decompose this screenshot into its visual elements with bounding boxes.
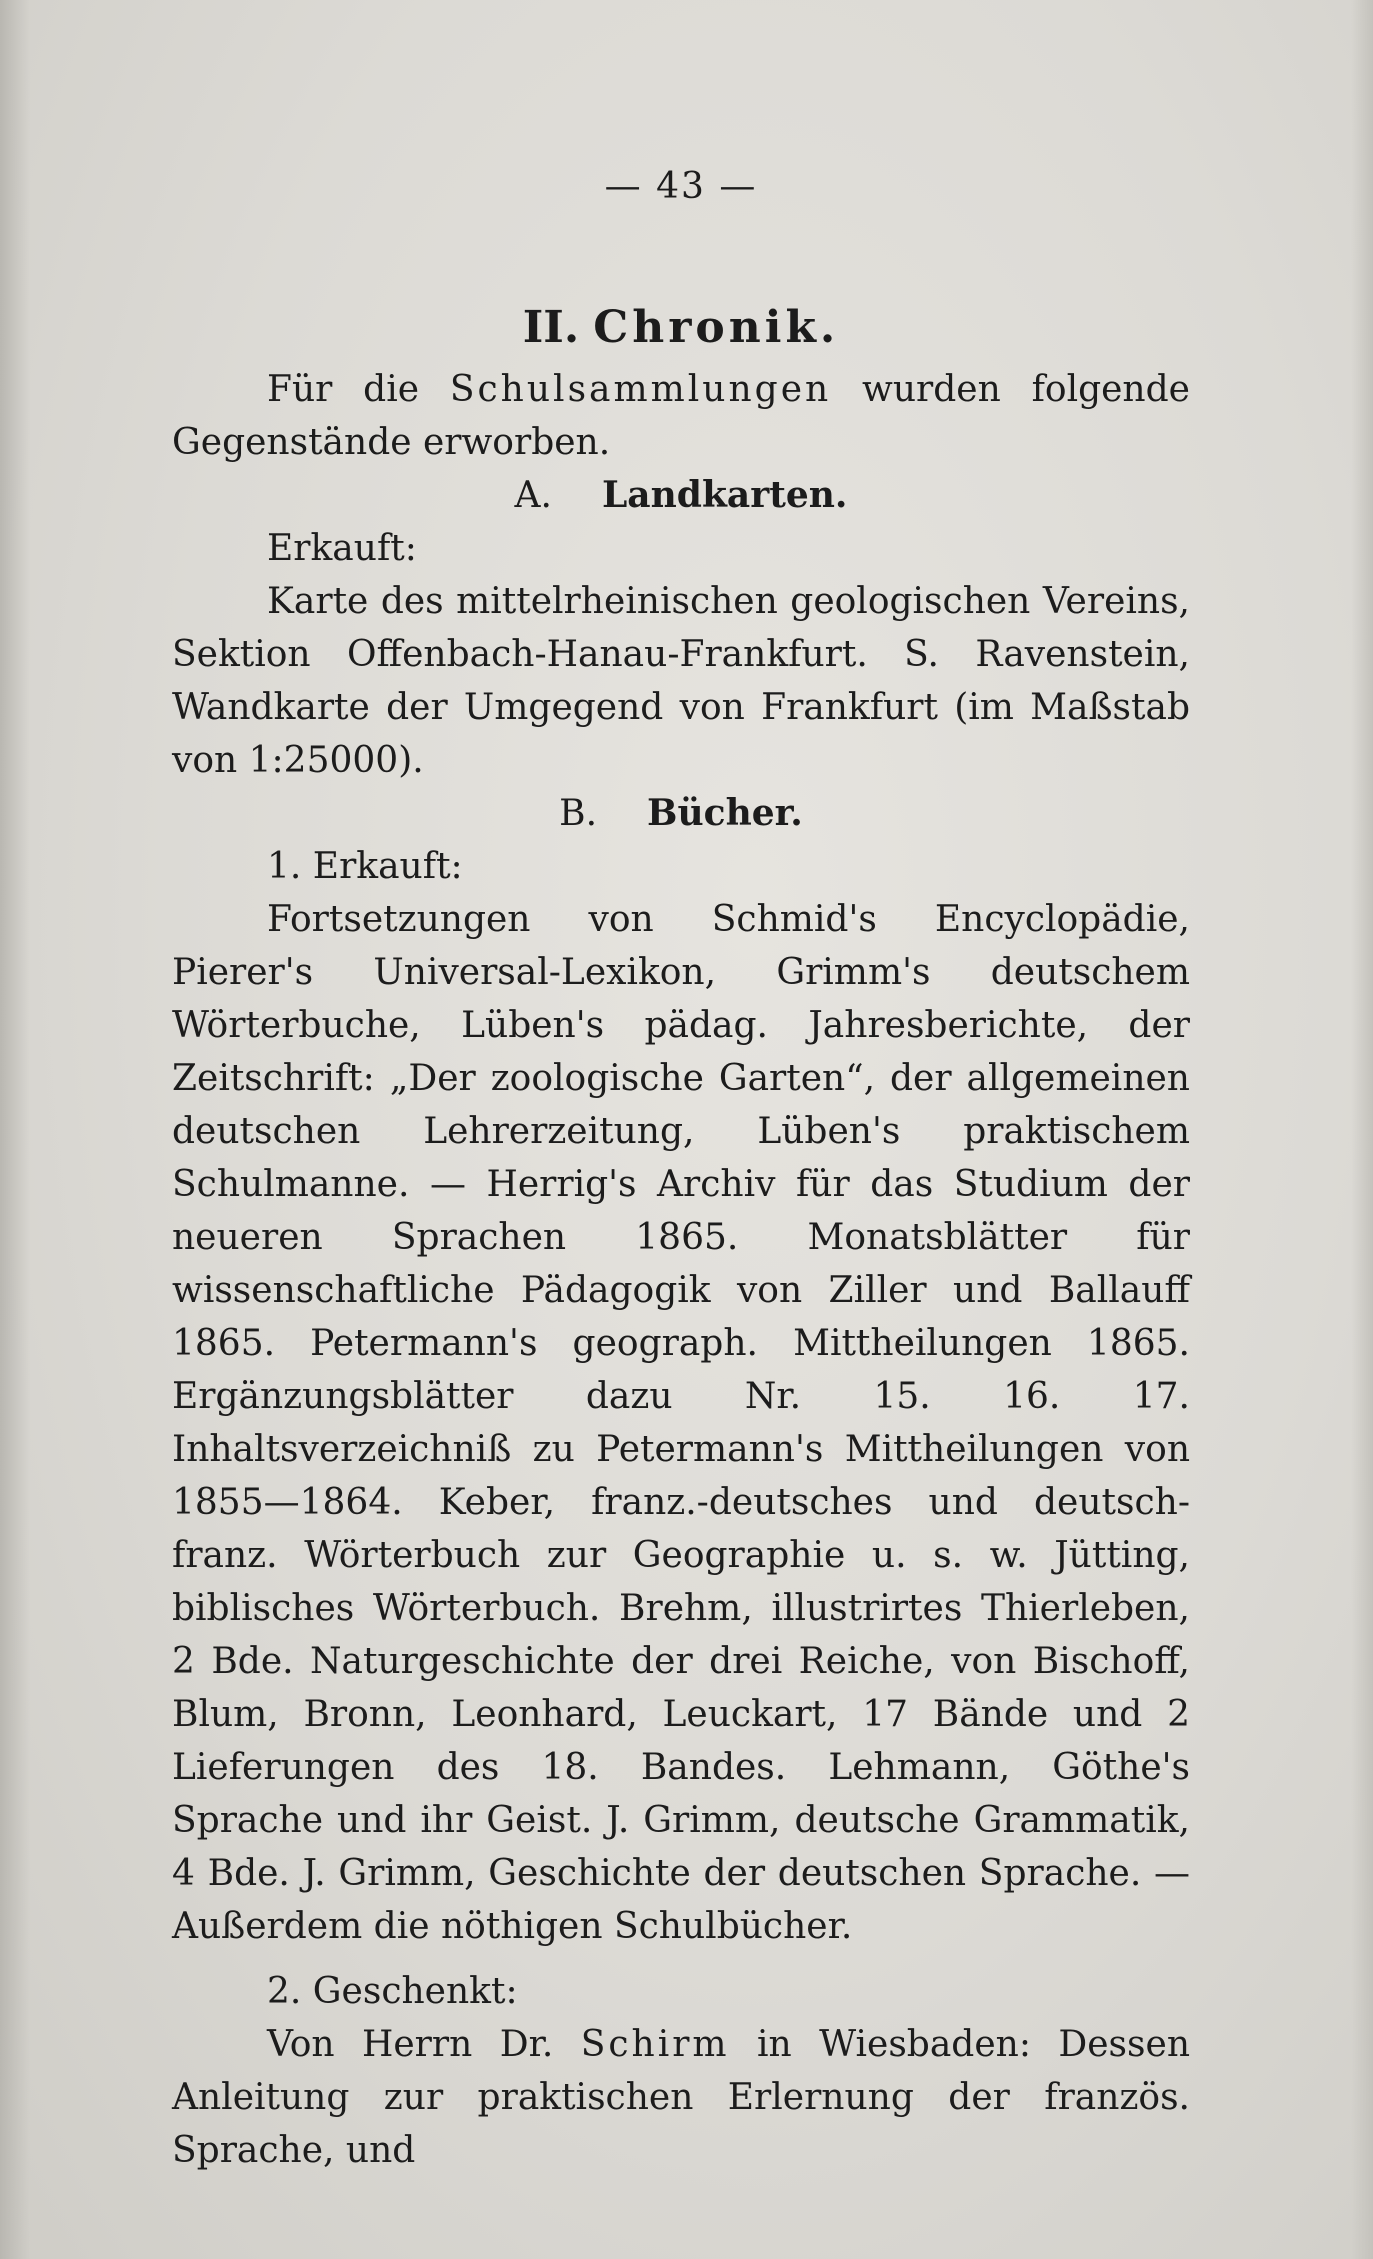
chapter-title: Chronik. bbox=[593, 302, 840, 353]
section-b-sub1-label: 1. Erkauft: bbox=[267, 846, 463, 887]
section-b-letter: B. bbox=[559, 793, 598, 834]
chapter-heading bbox=[172, 293, 1190, 363]
section-b-sub1-paragraph: Fortsetzungen von Schmid's Encyclopädie, Pierer's Universal-Lexikon, Grimm's deutschem Wörterbuche, Lüben's pädag. Jahresberichte, der Zeitschrift: „Der zoologische Garten“, der allgemeinen deutschen Lehrerzeitung, Lüben's praktischem Schulmanne. — Herrig's Archiv für das Studium der neueren Sprachen 1865. Monatsblätter für wissenschaftliche Pädagogik von Ziller und Ballauff 1865. Petermann's geograph. Mittheilungen 1865. Ergänzungsblätter dazu Nr. 15. 16. 17. Inhaltsverzeichniß zu Petermann's Mittheilungen von 1855—1864. Keber, franz.-deutsches und deutsch-franz. Wörterbuch zur Geographie u. s. w. Jütting, biblisches Wörterbuch. Brehm, illustrirtes Thierleben, 2 Bde. Naturgeschichte der drei Reiche, von Bischoff, Blum, Bronn, Leonhard, Leuckart, 17 Bände und 2 Lieferungen des 18. Bandes. Lehmann, Göthe's Sprache und ihr Geist. J. Grimm, deutsche Grammatik, 4 Bde. J. Grimm, Geschichte der deutschen Sprache. — Außerdem die nöthigen Schulbücher. bbox=[172, 899, 1190, 1947]
section-b-heading bbox=[172, 787, 1190, 840]
sub2-name: Schirm bbox=[580, 2024, 730, 2065]
section-a-paragraph: Karte des mittelrheinischen geologischen Vereins, Sektion Offenbach-Hanau-Frankfurt. S. Ravenstein, Wandkarte der Umgegend von Frankfurt (im Maßstab von 1:25000). bbox=[172, 581, 1190, 781]
section-a-sub-label: Erkauft: bbox=[267, 528, 417, 569]
sub2-rest: in Wiesbaden: Dessen Anleitung zur praktischen Erlernung der französ. Sprache, und bbox=[172, 2024, 1191, 2171]
section-a-heading bbox=[172, 469, 1190, 522]
intro-rest: wurden folgende Gegenstände erworben. bbox=[172, 369, 1190, 463]
page-edge-shadow-left bbox=[0, 0, 30, 2259]
section-a-letter: A. bbox=[514, 475, 552, 516]
intro-paragraph bbox=[172, 363, 1190, 469]
page-number: — 43 — bbox=[604, 166, 758, 207]
section-b-title: Bücher. bbox=[647, 792, 803, 834]
text-block bbox=[172, 160, 1190, 2177]
intro-spaced: Schulsammlungen bbox=[449, 369, 832, 410]
page-edge-shadow-right bbox=[1351, 0, 1373, 2259]
sub2-lead: Von Herrn Dr. bbox=[267, 2024, 554, 2065]
intro-lead: Für die bbox=[267, 369, 420, 410]
section-b-sub2-paragraph bbox=[172, 2018, 1190, 2177]
chapter-number: II. bbox=[522, 302, 580, 353]
section-a-title: Landkarten. bbox=[601, 474, 848, 516]
section-b-sub2-label: 2. Geschenkt: bbox=[267, 1971, 518, 2012]
